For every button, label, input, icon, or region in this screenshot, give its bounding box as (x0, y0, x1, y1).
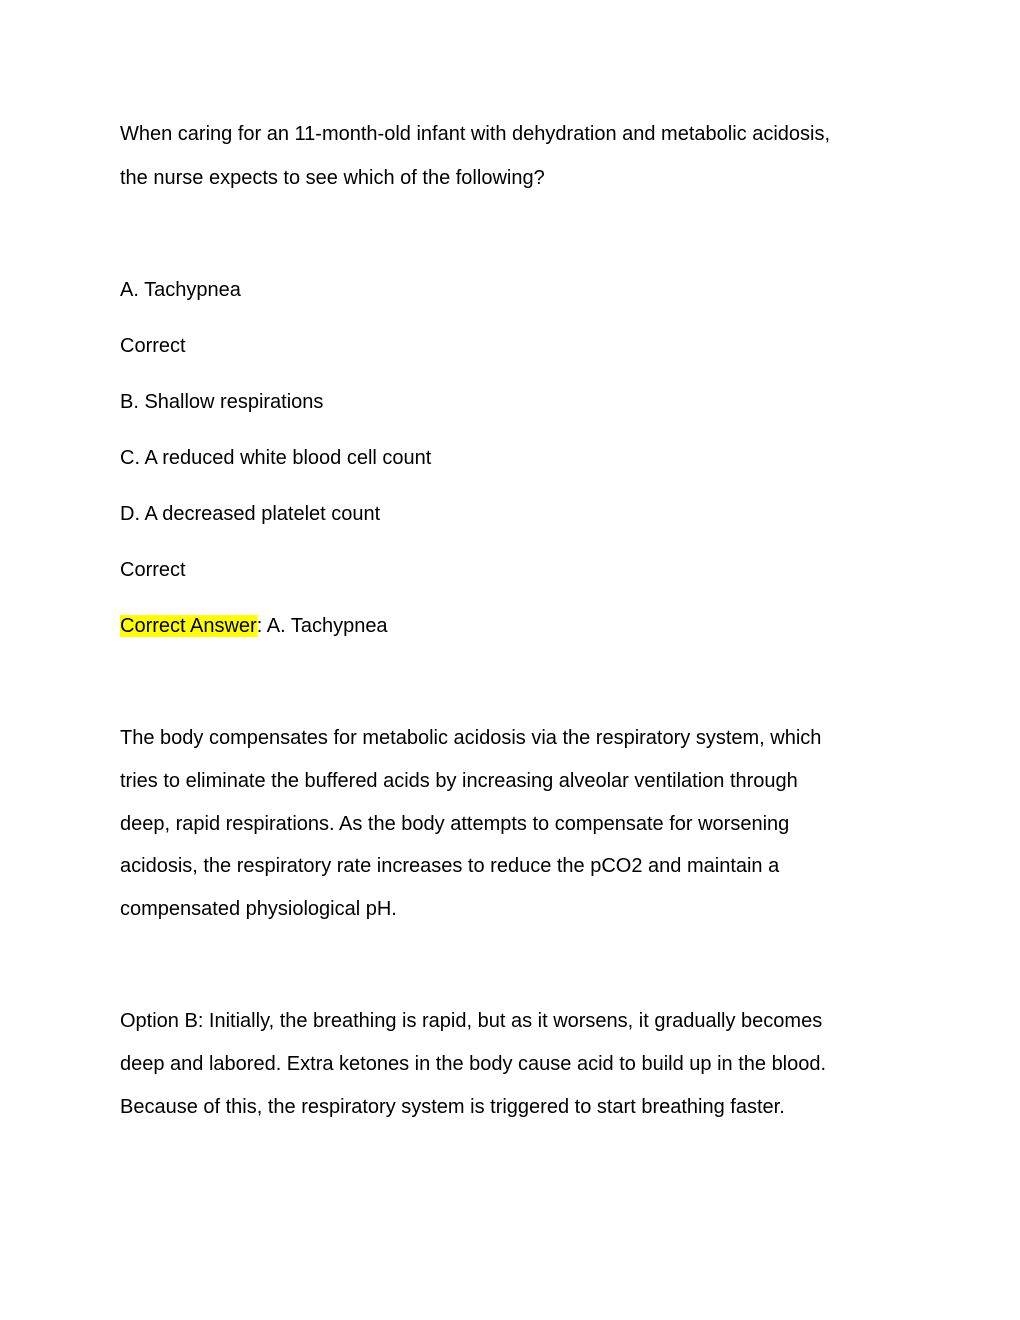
question-line-2: the nurse expects to see which of the following? (120, 167, 545, 189)
option-b-line-1: Option B: Initially, the breathing is rapid, but as it worsens, it gradually becomes (120, 1010, 823, 1032)
explanation-line-4: acidosis, the respiratory rate increases to reduce the pCO2 and maintain a (120, 855, 780, 877)
correct-answer-value: : A. Tachypnea (256, 615, 388, 637)
option-d: D. A decreased platelet count (120, 503, 381, 525)
option-b-line-2: deep and labored. Extra ketones in the body cause acid to build up in the blood. (120, 1053, 827, 1075)
correct-marker: Correct (120, 559, 186, 581)
option-a: A. Tachypnea (120, 279, 241, 301)
option-c: C. A reduced white blood cell count (120, 447, 432, 469)
correct-answer-label: Correct Answer (120, 615, 257, 637)
explanation-line-2: tries to eliminate the buffered acids by increasing alveolar ventilation through (120, 770, 798, 792)
option-b-line-3: Because of this, the respiratory system is triggered to start breathing faster. (120, 1096, 785, 1118)
correct-marker: Correct (120, 335, 186, 357)
explanation-line-3: deep, rapid respirations. As the body attempts to compensate for worsening (120, 813, 790, 835)
correct-answer-line (120, 614, 388, 638)
option-b: B. Shallow respirations (120, 391, 324, 413)
question-line-1: When caring for an 11-month-old infant with dehydration and metabolic acidosis, (120, 123, 831, 145)
explanation-line-1: The body compensates for metabolic acidosis via the respiratory system, which (120, 727, 822, 749)
explanation-line-5: compensated physiological pH. (120, 898, 397, 920)
